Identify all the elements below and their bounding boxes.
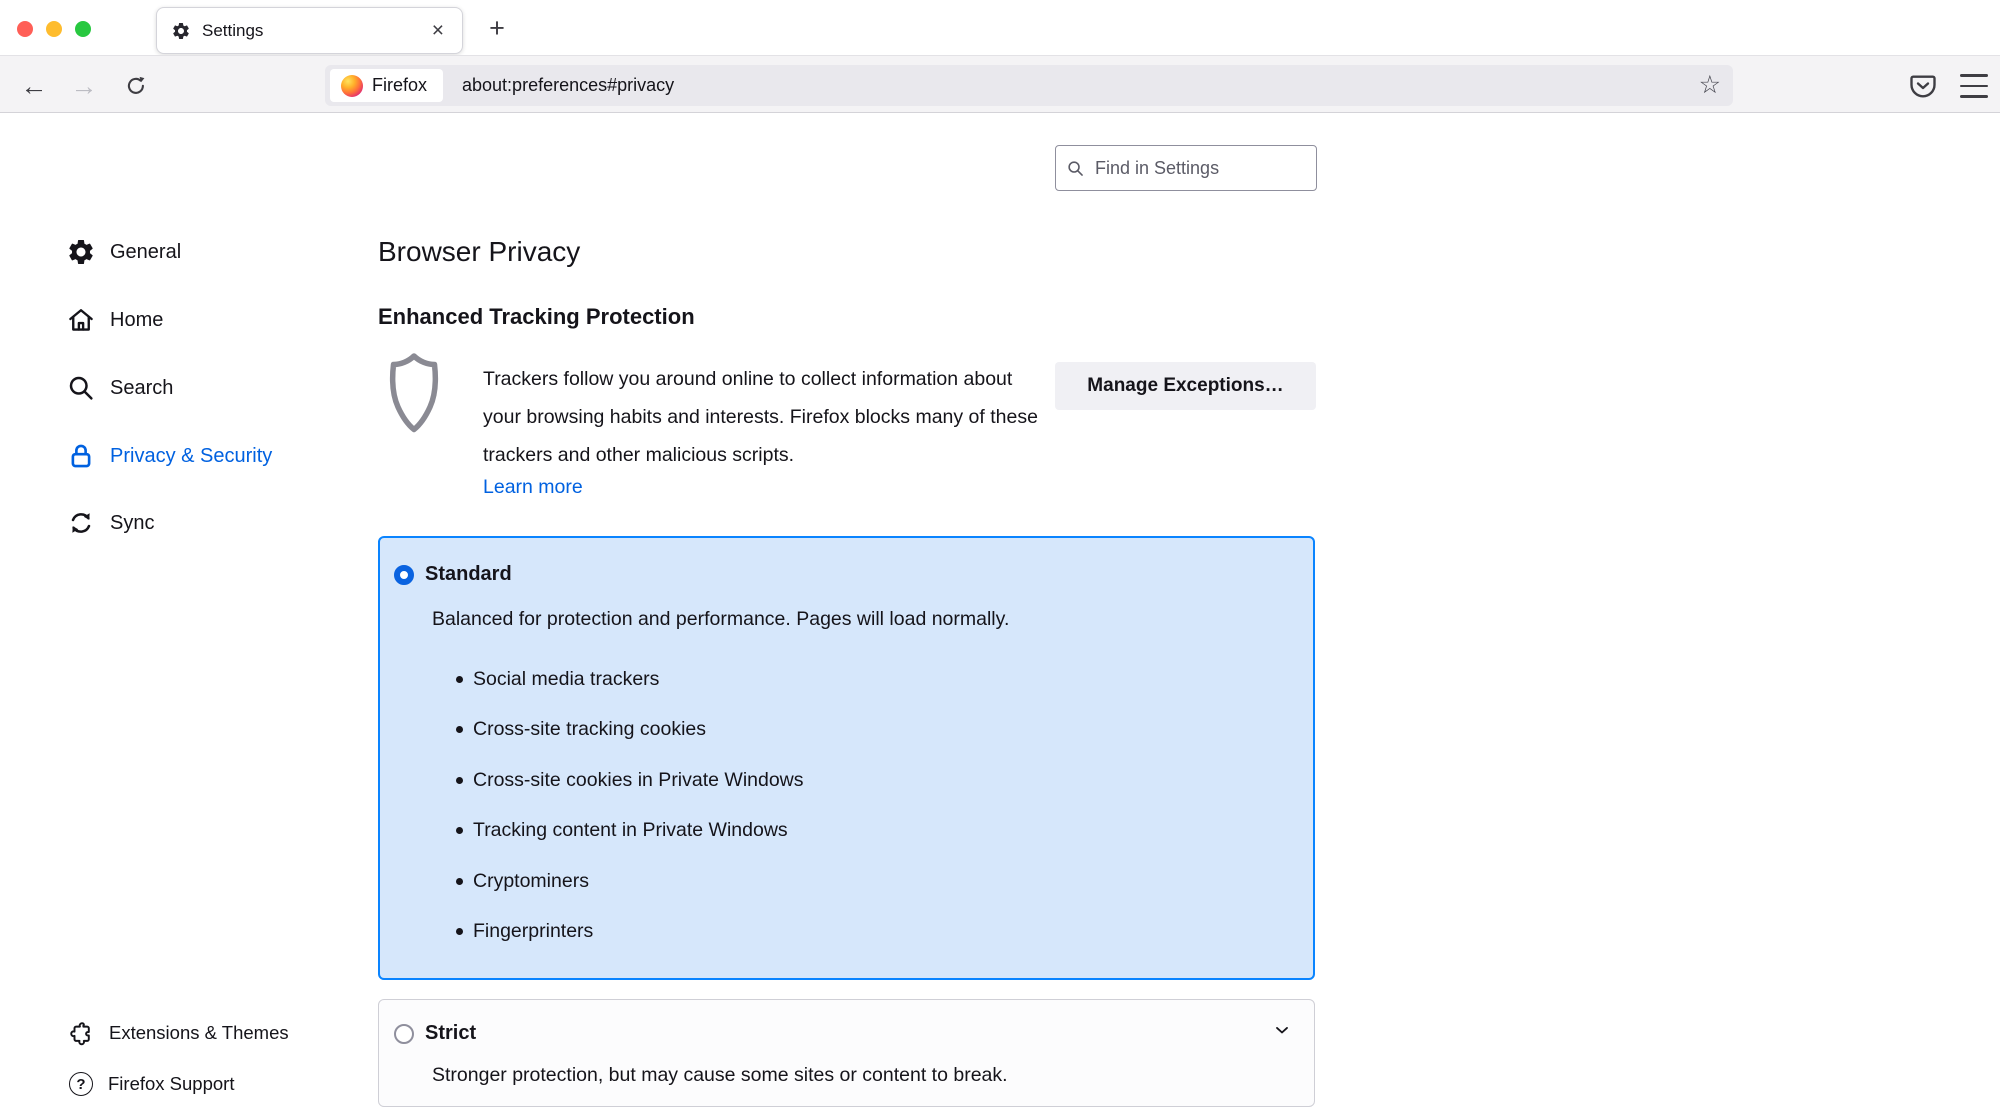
hamburger-icon [1960, 74, 1988, 77]
list-item: Social media trackers [473, 654, 804, 705]
etp-description: Trackers follow you around online to collect information about your browsing habits and interests. Firefox blocks many of these trackers and other malicious scripts. [483, 368, 1038, 466]
bookmark-star-icon[interactable]: ☆ [1698, 71, 1721, 99]
pocket-icon [1908, 71, 1938, 101]
pocket-button[interactable] [1908, 71, 1938, 101]
sidebar-item-label: Home [110, 308, 164, 331]
sync-icon [66, 508, 96, 538]
gear-icon [66, 237, 96, 267]
etp-option-strict[interactable] [378, 999, 1315, 1107]
back-button[interactable]: ← [20, 70, 48, 101]
window-zoom-button[interactable] [75, 21, 91, 37]
lock-icon [66, 441, 96, 471]
list-item: Fingerprinters [473, 907, 804, 958]
reload-button[interactable] [119, 69, 153, 103]
settings-search-input[interactable] [1095, 158, 1295, 179]
strict-description: Stronger protection, but may cause some sites or content to break. [432, 1064, 1008, 1086]
window-minimize-button[interactable] [46, 21, 62, 37]
shield-icon [382, 352, 446, 436]
home-icon [66, 305, 96, 335]
puzzle-icon [68, 1020, 94, 1046]
standard-label: Standard [425, 563, 512, 585]
page-title: Browser Privacy [378, 236, 581, 267]
reload-icon [124, 74, 148, 98]
sidebar-link-firefox-support[interactable] [40, 1066, 234, 1102]
sidebar-item-sync[interactable] [40, 501, 154, 545]
search-icon [66, 373, 96, 403]
radio-standard[interactable] [394, 565, 414, 585]
tab-close-icon[interactable]: × [431, 19, 444, 42]
identity-chip[interactable] [330, 69, 443, 102]
sidebar-item-general[interactable] [40, 230, 181, 274]
sidebar-item-label: Privacy & Security [110, 444, 273, 467]
search-icon [1066, 159, 1085, 178]
firefox-logo-icon [341, 75, 363, 97]
new-tab-button[interactable]: + [489, 12, 505, 43]
app-menu-button[interactable] [1960, 74, 1988, 98]
tab-settings[interactable] [156, 7, 463, 54]
list-item: Cryptominers [473, 856, 804, 907]
manage-exceptions-button[interactable]: Manage Exceptions… [1055, 362, 1316, 410]
etp-heading: Enhanced Tracking Protection [378, 304, 695, 329]
standard-blocked-list [473, 654, 804, 957]
tab-bar [0, 0, 2000, 55]
learn-more-link[interactable]: Learn more [483, 476, 583, 498]
radio-strict[interactable] [394, 1024, 414, 1044]
gear-icon [171, 21, 191, 41]
identity-chip-label: Firefox [372, 75, 428, 95]
question-icon: ? [69, 1072, 93, 1096]
sidebar-item-label: Sync [110, 511, 155, 534]
chevron-down-icon[interactable] [1272, 1020, 1292, 1040]
sidebar-item-label: Search [110, 376, 174, 399]
etp-option-standard[interactable] [378, 536, 1315, 980]
sidebar-item-search[interactable] [40, 366, 173, 410]
list-item: Cross-site tracking cookies [473, 705, 804, 756]
strict-label: Strict [425, 1022, 477, 1044]
sidebar-item-home[interactable] [40, 298, 163, 342]
forward-button: → [70, 70, 98, 101]
sidebar-footer-label: Firefox Support [108, 1073, 235, 1094]
tab-title: Settings [202, 20, 264, 40]
window-close-button[interactable] [17, 21, 33, 37]
sidebar-footer-label: Extensions & Themes [109, 1022, 289, 1043]
url-text: about:preferences#privacy [462, 75, 675, 95]
sidebar-item-label: General [110, 240, 182, 263]
sidebar-link-extensions-themes[interactable] [40, 1015, 289, 1051]
list-item: Cross-site cookies in Private Windows [473, 755, 804, 806]
settings-search-box[interactable] [1055, 145, 1317, 191]
standard-description: Balanced for protection and performance. Pages will load normally. [432, 608, 1010, 630]
sidebar-item-privacy-security[interactable] [40, 434, 272, 478]
url-bar[interactable] [325, 65, 1733, 106]
list-item: Tracking content in Private Windows [473, 806, 804, 857]
